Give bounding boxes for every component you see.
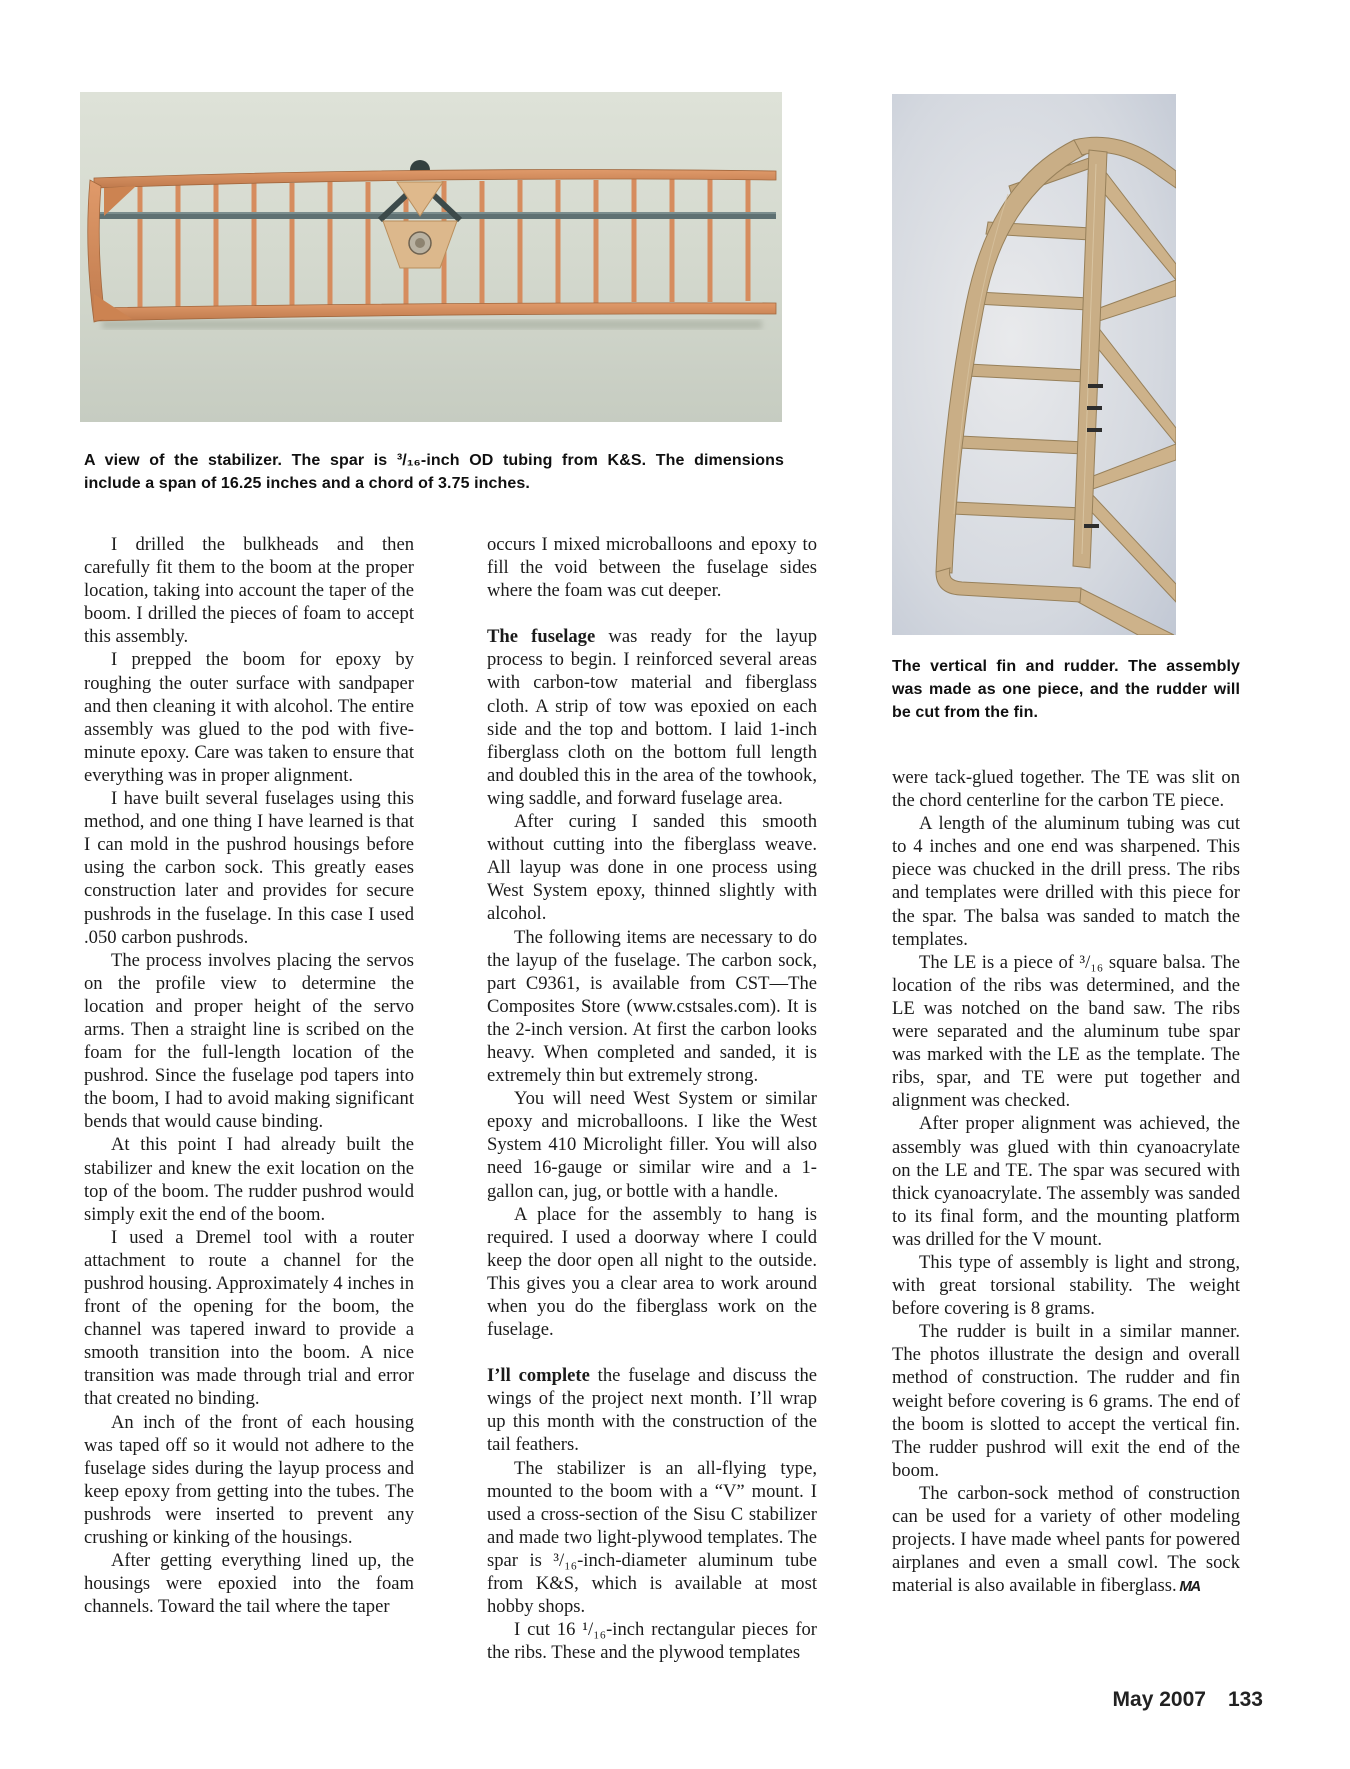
stabilizer-photo [80,92,782,422]
paragraph: The rudder is built in a similar manner. The photos illustrate the design and overall method of construction. The rudder and fin weight before covering is 6 grams. The end of the boom is slotted to accept the vertical fin. The rudder pushrod will exit the end of the boom. [892,1321,1240,1481]
caption-line: was made as one piece, and the rudder will [892,681,1240,698]
paragraph: The carbon-sock method of construction can be used for a variety of other modeling projects. I have made wheel pants for powered airplanes and even a small cowl. The sock material is also available in fiberglass. MA [892,1482,1240,1597]
paragraph: I have built several fuselages using this method, and one thing I have learned is that I can mold in the pushrod housings before using the carbon sock. This greatly eases construction later and provides for secure pushrods in the fuselage. In this case I used .050 carbon pushrods. [84,788,414,948]
text-column-1 [84,533,414,1618]
paragraph: The LE is a piece of ³/₁₆ square balsa. The location of the ribs was determined, and the LE was notched on the band saw. The ribs were separated and the aluminum tube spar was marked with the LE as the template. The ribs, spar, and TE were put together and alignment was checked. [892,951,1240,1112]
bold-lead: I’ll complete [487,1365,590,1387]
issue-date: May 2007 [1112,1688,1206,1711]
paragraph: After getting everything lined up, the housings were epoxied into the foam channels. Toward the tail where the taper [84,1550,414,1618]
fin-rudder-photo-graphic [892,94,1176,635]
caption-line: include a span of 16.25 inches and a chord of 3.75 inches. [84,475,530,492]
paragraph: A place for the assembly to hang is required. I used a doorway where I could keep the door open all night to the outside. This gives you a clear area to work around when you do the fiberglass work on the fuselage. [487,1203,817,1341]
paragraph: The stabilizer is an all-flying type, mounted to the boom with a “V” mount. I used a cross-section of the Sisu C stabilizer and made two light-plywood templates. The spar is ³/₁₆-inch-diameter aluminum tube from K&S, which is available at most hobby shops. [487,1457,817,1618]
caption-line: be cut from the fin. [892,704,1038,721]
paragraph: occurs I mixed microballoons and epoxy to fill the void between the fuselage sides where the foam was cut deeper. [487,534,817,602]
paragraph: You will need West System or similar epoxy and microballoons. I like the West System 410 Microlight filler. You will also need 16-gauge or similar wire and a 1-gallon can, jug, or bottle with a handle. [487,1088,817,1202]
paragraph: A length of the aluminum tubing was cut to 4 inches and one end was sharpened. This piece was chucked in the drill press. The ribs and templates were drilled with this piece for the spar. The balsa was sanded to match the templates. [892,813,1240,950]
paragraph: I cut 16 ¹/₁₆-inch rectangular pieces for the ribs. These and the plywood templates [487,1619,817,1664]
caption-line: The vertical fin and rudder. The assembly [892,658,1240,675]
fin-rudder-photo [892,94,1176,635]
paragraph: I used a Dremel tool with a router attachment to route a channel for the pushrod housing. Approximately 4 inches in front of the opening for the boom, the channel was tapered inward to provide a smooth transition into the boom. A nice transition was made through trial and error that created no binding. [84,1226,414,1410]
paragraph: I drilled the bulkheads and then carefully fit them to the boom at the proper location, taking into account the taper of the boom. I drilled the pieces of foam to accept this assembly. [84,534,414,648]
paragraph: I’ll complete the fuselage and discuss the wings of the project next month. I’ll wrap up this month with the construction of the tail feathers. [487,1365,817,1456]
paragraph: The process involves placing the servos on the profile view to determine the location and proper height of the servo arms. Then a straight line is scribed on the foam for the full-length location of the pushrod. Since the fuselage pod tapers into the boom, I had to avoid making significant bends that would cause binding. [84,949,414,1133]
page-footer [1113,1688,1263,1712]
stabilizer-photo-graphic [80,92,782,422]
bold-lead: The fuselage [487,626,596,648]
text-column-2 [487,533,817,1664]
magazine-end-mark: MA [1176,1578,1200,1596]
paragraph: The fuselage was ready for the layup process to begin. I reinforced several areas with carbon-tow material and fiberglass cloth. A strip of tow was epoxied on each side and the top and bottom. I laid 1-inch fiberglass cloth on the bottom full length and doubled this in the area of the towhook, wing saddle, and forward fuselage area. [487,626,818,809]
paragraph: This type of assembly is light and strong, with great torsional stability. The weight before covering is 8 grams. [892,1251,1240,1320]
paragraph: After proper alignment was achieved, the assembly was glued with thin cyanoacrylate on the LE and TE. The spar was secured with thick cyanoacrylate. The assembly was sanded to its final form, and the mounting platform was drilled for the V mount. [892,1113,1240,1250]
stabilizer-caption [84,449,784,495]
paragraph: The following items are necessary to do the layup of the fuselage. The carbon sock, part C9361, is available from CST—The Composites Store (www.cstsales.com). It is the 2-inch version. At first the carbon looks heavy. When completed and sanded, it is extremely thin but extremely strong. [487,926,817,1087]
paragraph: An inch of the front of each housing was taped off so it would not adhere to the fuselage sides during the layup process and keep epoxy from getting into the tubes. The pushrods were inserted to prevent any crushing or kinking of the housings. [84,1411,414,1549]
paragraph: I prepped the boom for epoxy by roughing the outer surface with sandpaper and then cleaning it with alcohol. The entire assembly was glued to the pod with five-minute epoxy. Care was taken to ensure that everything was in proper alignment. [84,649,414,786]
fin-rudder-caption [892,655,1240,724]
paragraph: were tack-glued together. The TE was slit on the chord centerline for the carbon TE piece. [892,767,1240,812]
text-column-3 [892,766,1240,1598]
caption-line: A view of the stabilizer. The spar is ³/₁₆-inch OD tubing from K&S. The dimensions [84,452,784,469]
page-number: 133 [1227,1688,1263,1711]
paragraph: After curing I sanded this smooth without cutting into the fiberglass weave. All layup was done in one process using West System epoxy, thinned slightly with alcohol. [487,811,817,925]
paragraph: At this point I had already built the stabilizer and knew the exit location on the top of the boom. The rudder pushrod would simply exit the end of the boom. [84,1134,414,1225]
